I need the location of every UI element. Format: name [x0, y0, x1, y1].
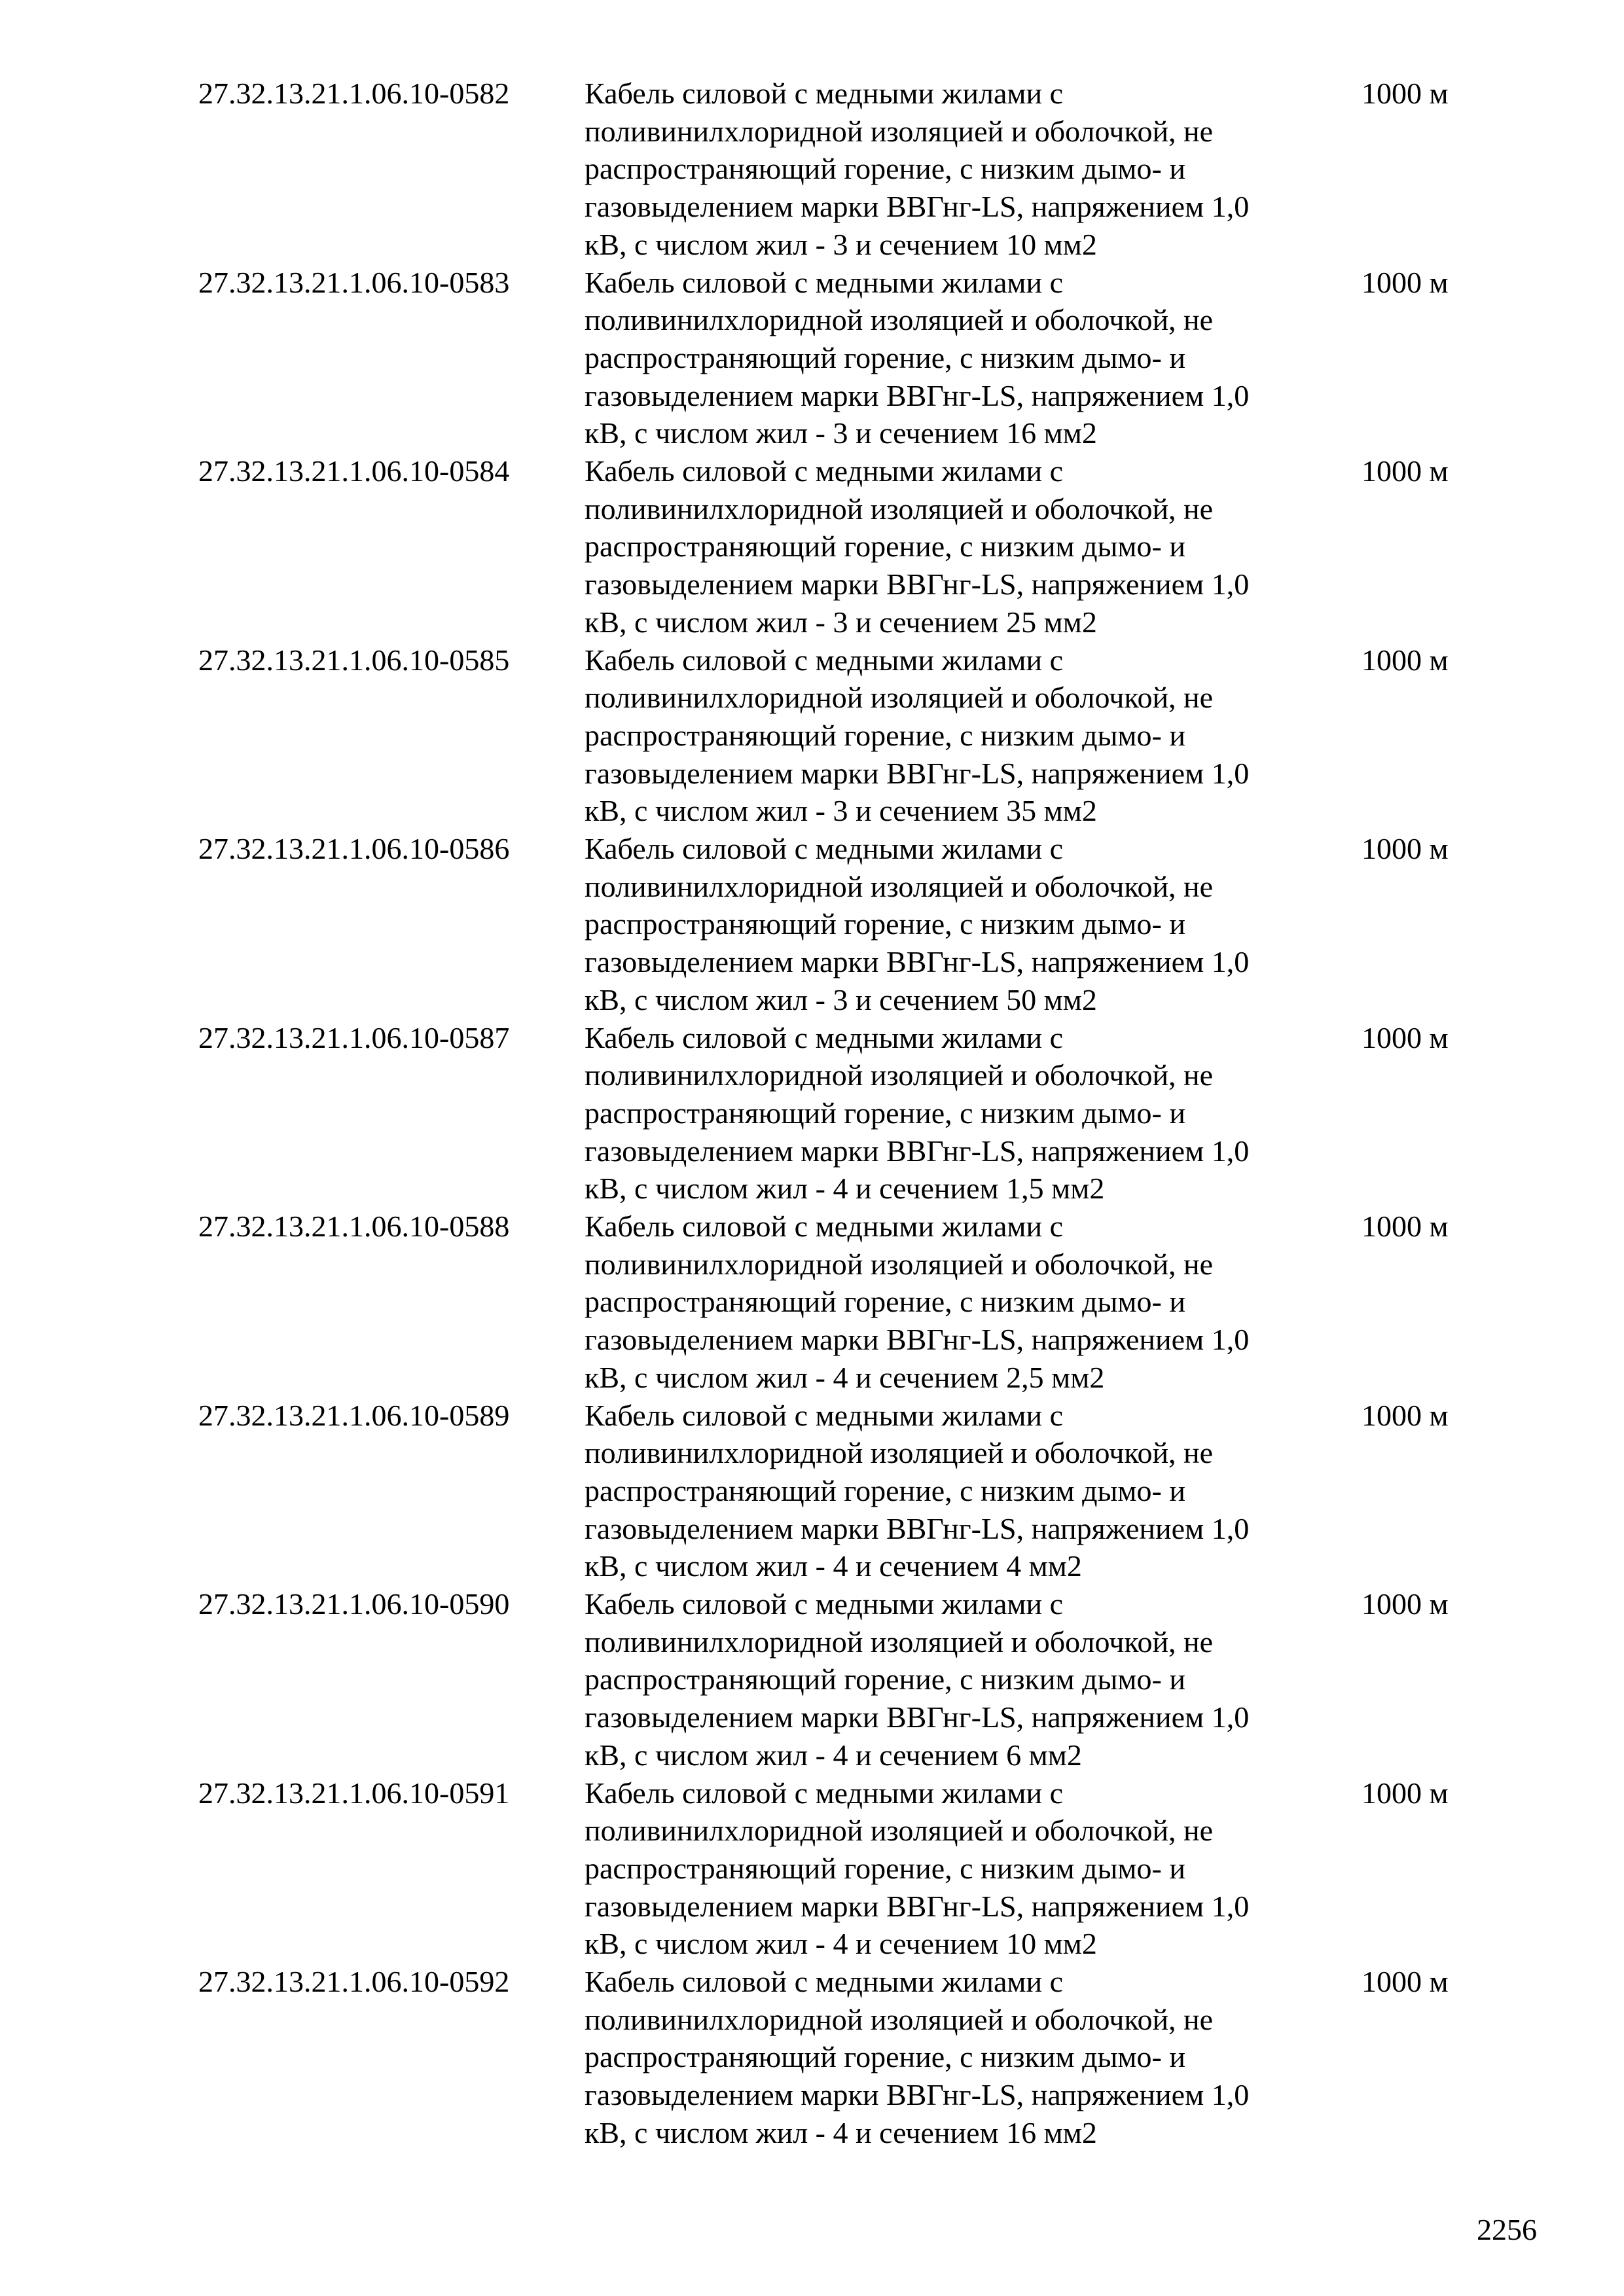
- description-line: кВ, с числом жил - 3 и сечением 16 мм2: [585, 416, 1097, 450]
- description-line: газовыделением марки ВВГнг-LS, напряжением 1,0: [585, 1134, 1250, 1168]
- description-line: кВ, с числом жил - 3 и сечением 25 мм2: [585, 605, 1097, 639]
- unit-of-measure: 1000 м: [1362, 1020, 1449, 1054]
- description-line: распространяющий горение, с низким дымо- и: [585, 718, 1185, 752]
- description-line: Кабель силовой с медными жилами с: [585, 77, 1064, 110]
- resource-code: 27.32.13.21.1.06.10-0587: [198, 1020, 510, 1054]
- table-row: [198, 75, 1507, 264]
- description-line: газовыделением марки ВВГнг-LS, напряжением 1,0: [585, 1323, 1250, 1357]
- page-number: 2256: [1477, 2213, 1537, 2246]
- description-line: газовыделением марки ВВГнг-LS, напряжением 1,0: [585, 1511, 1250, 1545]
- unit-of-measure: 1000 м: [1362, 1965, 1449, 1998]
- resource-description: [585, 264, 1291, 453]
- description-line: поливинилхлоридной изоляцией и оболочкой, не: [585, 1814, 1214, 1848]
- unit-of-measure: 1000 м: [1362, 1210, 1449, 1243]
- resource-code: 27.32.13.21.1.06.10-0584: [198, 454, 510, 488]
- unit-of-measure: 1000 м: [1362, 454, 1449, 488]
- resource-code: 27.32.13.21.1.06.10-0583: [198, 265, 510, 299]
- description-line: кВ, с числом жил - 4 и сечением 10 мм2: [585, 1927, 1097, 1961]
- table-row: [198, 1208, 1507, 1397]
- description-line: поливинилхлоридной изоляцией и оболочкой, не: [585, 869, 1214, 903]
- table-row: [198, 1397, 1507, 1586]
- description-line: поливинилхлоридной изоляцией и оболочкой, не: [585, 1058, 1214, 1092]
- description-line: кВ, с числом жил - 4 и сечением 16 мм2: [585, 2115, 1097, 2149]
- description-line: распространяющий горение, с низким дымо- и: [585, 1851, 1185, 1885]
- description-line: Кабель силовой с медными жилами с: [585, 643, 1064, 677]
- table-row: [198, 1019, 1507, 1208]
- description-line: поливинилхлоридной изоляцией и оболочкой, не: [585, 1436, 1214, 1470]
- description-line: Кабель силовой с медными жилами с: [585, 1210, 1064, 1243]
- description-line: распространяющий горение, с низким дымо- и: [585, 1662, 1185, 1696]
- resource-code: 27.32.13.21.1.06.10-0592: [198, 1965, 510, 1998]
- description-line: кВ, с числом жил - 4 и сечением 6 мм2: [585, 1738, 1082, 1772]
- description-line: газовыделением марки ВВГнг-LS, напряжением 1,0: [585, 567, 1250, 601]
- description-line: Кабель силовой с медными жилами с: [585, 832, 1064, 865]
- table-row: [198, 452, 1507, 641]
- description-line: поливинилхлоридной изоляцией и оболочкой, не: [585, 1247, 1214, 1281]
- resource-description: [585, 75, 1291, 264]
- description-line: кВ, с числом жил - 4 и сечением 4 мм2: [585, 1549, 1082, 1583]
- description-line: кВ, с числом жил - 3 и сечением 35 мм2: [585, 794, 1097, 828]
- description-line: газовыделением марки ВВГнг-LS, напряжением 1,0: [585, 1889, 1250, 1923]
- table-row: [198, 264, 1507, 453]
- unit-of-measure: 1000 м: [1362, 1776, 1449, 1810]
- table-row: [198, 1963, 1507, 2152]
- classifier-table: [198, 75, 1507, 2152]
- resource-description: [585, 830, 1291, 1019]
- description-line: газовыделением марки ВВГнг-LS, напряжением 1,0: [585, 378, 1250, 412]
- resource-description: [585, 1963, 1291, 2152]
- table-row: [198, 1585, 1507, 1774]
- unit-of-measure: 1000 м: [1362, 643, 1449, 677]
- resource-code: 27.32.13.21.1.06.10-0589: [198, 1398, 510, 1432]
- unit-of-measure: 1000 м: [1362, 265, 1449, 299]
- resource-description: [585, 1019, 1291, 1208]
- resource-code: 27.32.13.21.1.06.10-0591: [198, 1776, 510, 1810]
- resource-description: [585, 1774, 1291, 1964]
- resource-description: [585, 1397, 1291, 1586]
- unit-of-measure: 1000 м: [1362, 77, 1449, 110]
- description-line: Кабель силовой с медными жилами с: [585, 1020, 1064, 1054]
- description-line: поливинилхлоридной изоляцией и оболочкой, не: [585, 2002, 1214, 2036]
- description-line: газовыделением марки ВВГнг-LS, напряжением 1,0: [585, 756, 1250, 790]
- description-line: распространяющий горение, с низким дымо- и: [585, 1285, 1185, 1319]
- description-line: газовыделением марки ВВГнг-LS, напряжением 1,0: [585, 1700, 1250, 1734]
- resource-description: [585, 1585, 1291, 1774]
- description-line: распространяющий горение, с низким дымо- и: [585, 152, 1185, 186]
- resource-description: [585, 452, 1291, 641]
- description-line: газовыделением марки ВВГнг-LS, напряжением 1,0: [585, 945, 1250, 979]
- description-line: кВ, с числом жил - 4 и сечением 2,5 мм2: [585, 1360, 1105, 1394]
- description-line: Кабель силовой с медными жилами с: [585, 1587, 1064, 1621]
- resource-code: 27.32.13.21.1.06.10-0582: [198, 77, 510, 110]
- description-line: поливинилхлоридной изоляцией и оболочкой, не: [585, 681, 1214, 715]
- description-line: Кабель силовой с медными жилами с: [585, 1776, 1064, 1810]
- description-line: распространяющий горение, с низким дымо- и: [585, 2040, 1185, 2074]
- unit-of-measure: 1000 м: [1362, 832, 1449, 865]
- description-line: распространяющий горение, с низким дымо- и: [585, 529, 1185, 564]
- description-line: кВ, с числом жил - 3 и сечением 10 мм2: [585, 227, 1097, 261]
- resource-description: [585, 1208, 1291, 1397]
- table-row: [198, 830, 1507, 1019]
- description-line: распространяющий горение, с низким дымо- и: [585, 1473, 1185, 1507]
- description-line: поливинилхлоридной изоляцией и оболочкой, не: [585, 1624, 1214, 1659]
- unit-of-measure: 1000 м: [1362, 1398, 1449, 1432]
- description-line: поливинилхлоридной изоляцией и оболочкой, не: [585, 492, 1214, 526]
- resource-code: 27.32.13.21.1.06.10-0585: [198, 643, 510, 677]
- resource-code: 27.32.13.21.1.06.10-0590: [198, 1587, 510, 1621]
- description-line: распространяющий горение, с низким дымо- и: [585, 340, 1185, 374]
- description-line: кВ, с числом жил - 3 и сечением 50 мм2: [585, 982, 1097, 1016]
- description-line: Кабель силовой с медными жилами с: [585, 1965, 1064, 1998]
- description-line: газовыделением марки ВВГнг-LS, напряжением 1,0: [585, 2078, 1250, 2112]
- description-line: Кабель силовой с медными жилами с: [585, 1398, 1064, 1432]
- unit-of-measure: 1000 м: [1362, 1587, 1449, 1621]
- resource-description: [585, 641, 1291, 831]
- description-line: поливинилхлоридной изоляцией и оболочкой, не: [585, 114, 1214, 148]
- description-line: газовыделением марки ВВГнг-LS, напряжением 1,0: [585, 190, 1250, 224]
- description-line: распространяющий горение, с низким дымо- и: [585, 907, 1185, 941]
- description-line: поливинилхлоридной изоляцией и оболочкой, не: [585, 303, 1214, 337]
- description-line: Кабель силовой с медными жилами с: [585, 454, 1064, 488]
- table-row: [198, 1774, 1507, 1964]
- resource-code: 27.32.13.21.1.06.10-0588: [198, 1210, 510, 1243]
- description-line: Кабель силовой с медными жилами с: [585, 265, 1064, 299]
- table-row: [198, 641, 1507, 831]
- description-line: кВ, с числом жил - 4 и сечением 1,5 мм2: [585, 1172, 1105, 1206]
- description-line: распространяющий горение, с низким дымо- и: [585, 1096, 1185, 1130]
- resource-code: 27.32.13.21.1.06.10-0586: [198, 832, 510, 865]
